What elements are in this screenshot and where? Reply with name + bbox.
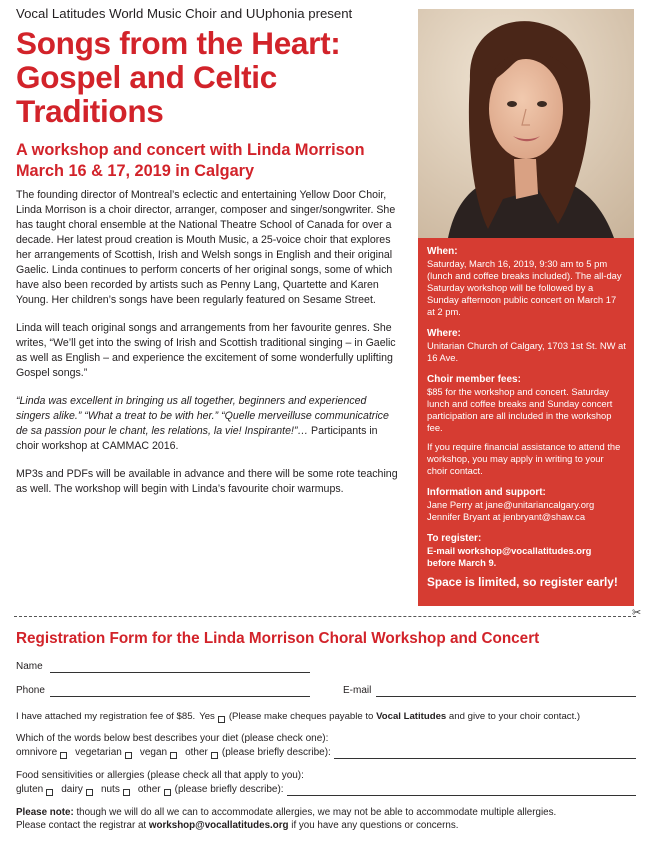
- fee-note-post: and give to your choir contact.): [446, 711, 581, 722]
- registration-form: [16, 630, 636, 832]
- phone-label: Phone: [16, 685, 45, 696]
- food-question: Food sensitivities or allergies (please check all that apply to you):: [16, 770, 304, 781]
- testimonial-source: Participants in choir workshop at CAMMAC 2016.: [16, 425, 378, 452]
- testimonial-quotes: “Linda was excellent in bringing us all together, beginners and experienced singers alike.” “What a treat to be with her.” “Quelle merveilluse communicatrice de sa passion pour le chant, les relations, la vie! Inspirante!”…: [16, 395, 389, 437]
- food-describe-field[interactable]: [287, 785, 636, 796]
- materials-paragraph: MP3s and PDFs will be available in advance and there will be some rote teaching as well. The workshop will begin with Linda’s favourite choir warmups.: [16, 468, 398, 495]
- phone-field[interactable]: [50, 686, 310, 697]
- diet-omnivore-checkbox[interactable]: [60, 752, 67, 759]
- registrar-email[interactable]: workshop@vocallatitudes.org: [148, 820, 289, 831]
- register-email: E-mail workshop@vocallatitudes.org: [427, 545, 592, 556]
- support-contact-2: Jennifer Bryant at jenbryant@shaw.ca: [427, 511, 586, 522]
- support-contact-1: Jane Perry at jane@unitariancalgary.org: [427, 499, 595, 510]
- when-text: Saturday, March 16, 2019, 9:30 am to 5 pm (lunch and coffee breaks included). The all-day Saturday workshop will be followed by a Sunday afternoon public concert on March 17 at 2 pm.: [427, 258, 622, 317]
- scissors-icon: ✂: [632, 607, 642, 619]
- diet-other-checkbox[interactable]: [211, 752, 218, 759]
- cut-line: [14, 616, 636, 617]
- fee-note-payee: Vocal Latitudes: [376, 711, 447, 722]
- food-gluten-checkbox[interactable]: [46, 789, 53, 796]
- email-field[interactable]: [376, 686, 636, 697]
- support-heading: Information and support:: [427, 487, 546, 498]
- fee-note: [229, 711, 580, 723]
- title-line-1: Songs from the Heart:: [16, 25, 341, 61]
- allergy-note-line: [16, 806, 636, 819]
- diet-question: Which of the words below best describes your diet (please check one):: [16, 733, 329, 744]
- where-text: Unitarian Church of Calgary, 1703 1st St. NW at 16 Ave.: [427, 340, 626, 363]
- diet-omnivore-label: omnivore: [16, 747, 58, 758]
- space-limited-notice: Space is limited, so register early!: [427, 575, 618, 589]
- form-title: Registration Form for the Linda Morrison Choral Workshop and Concert: [16, 630, 540, 647]
- food-describe-label: (please briefly describe):: [174, 784, 284, 795]
- diet-vegetarian-checkbox[interactable]: [125, 752, 132, 759]
- register-deadline: before March 9.: [427, 557, 497, 568]
- contact-line: [16, 819, 636, 832]
- title-line-2: Gospel and Celtic: [16, 59, 277, 95]
- fee-yes-checkbox[interactable]: [218, 716, 225, 723]
- food-gluten-label: gluten: [16, 784, 44, 795]
- portrait-photo: [418, 9, 634, 238]
- food-other-label: other: [137, 784, 161, 795]
- fee-note-pre: (Please make cheques payable to: [228, 711, 377, 722]
- food-nuts-label: nuts: [100, 784, 120, 795]
- name-field[interactable]: [50, 662, 310, 673]
- diet-vegan-checkbox[interactable]: [170, 752, 177, 759]
- food-other-checkbox[interactable]: [164, 789, 171, 796]
- diet-describe-label: (please briefly describe):: [221, 747, 331, 758]
- food-nuts-checkbox[interactable]: [123, 789, 130, 796]
- testimonial-paragraph: [16, 394, 402, 454]
- subtitle-line-1: A workshop and concert with Linda Morrison: [16, 141, 365, 159]
- when-heading: When:: [427, 246, 458, 257]
- fees-text: $85 for the workshop and concert. Saturday lunch and coffee breaks and Sunday concert participation are all included in the workshop fee.: [427, 386, 613, 433]
- fee-yes-label: Yes: [199, 711, 215, 722]
- register-heading: To register:: [427, 533, 482, 544]
- note-text: though we will do all we can to accommodate allergies, we may not be able to accommodate multiple allergies.: [73, 807, 557, 818]
- presenter-line: Vocal Latitudes World Music Choir and UUphonia present: [16, 6, 353, 21]
- name-label: Name: [16, 661, 43, 672]
- title-line-3: Traditions: [16, 93, 164, 129]
- contact-pre: Please contact the registrar at: [16, 820, 149, 831]
- portrait-illustration: [418, 9, 634, 238]
- event-subtitle: [16, 140, 402, 182]
- event-description: [16, 6, 402, 497]
- diet-other-label: other: [185, 747, 208, 758]
- fees-heading: Choir member fees:: [427, 374, 521, 385]
- bio-paragraph: The founding director of Montreal’s eclectic and entertaining Yellow Door Choir, Linda Morrison is a choir director, arranger, composer and singer/songwriter. She has taught choral ensemble at the National Theatre School of Canada for over a decade. Her latest proud creation is Mouth Music, a 25-voice choir that explores her arrangements of Scottish, Irish and Welsh songs in English and their original Gaelic. Linda continues to perform concerts of her original songs, some of which have also been recorded by artists such as Penny Lang, Quartette and Karen Young. Her children’s songs have been regularly featured on Sesame Street.: [16, 189, 396, 306]
- fee-statement: I have attached my registration fee of $85.: [16, 711, 196, 722]
- email-label: E-mail: [343, 685, 372, 696]
- diet-vegan-label: vegan: [139, 747, 168, 758]
- note-label: Please note:: [16, 807, 74, 818]
- allergy-note: [16, 806, 636, 832]
- food-dairy-checkbox[interactable]: [86, 789, 93, 796]
- teaching-paragraph: Linda will teach original songs and arrangements from her favourite genres. She writes, “We’ll get into the swing of Irish and Scottish traditional singing – in Gaelic as well as English – and experience the excitement of some wonderfully uplifting Gospel songs.”: [16, 322, 396, 379]
- contact-post: if you have any questions or concerns.: [288, 820, 459, 831]
- where-heading: Where:: [427, 328, 461, 339]
- food-dairy-label: dairy: [61, 784, 83, 795]
- diet-describe-field[interactable]: [334, 748, 636, 759]
- subtitle-line-2: March 16 & 17, 2019 in Calgary: [16, 162, 255, 180]
- financial-assistance-text: If you require financial assistance to attend the workshop, you may apply in writing to your choir contact.: [427, 441, 621, 476]
- event-info-box: [418, 238, 634, 606]
- event-title: [16, 26, 402, 128]
- diet-vegetarian-label: vegetarian: [75, 747, 122, 758]
